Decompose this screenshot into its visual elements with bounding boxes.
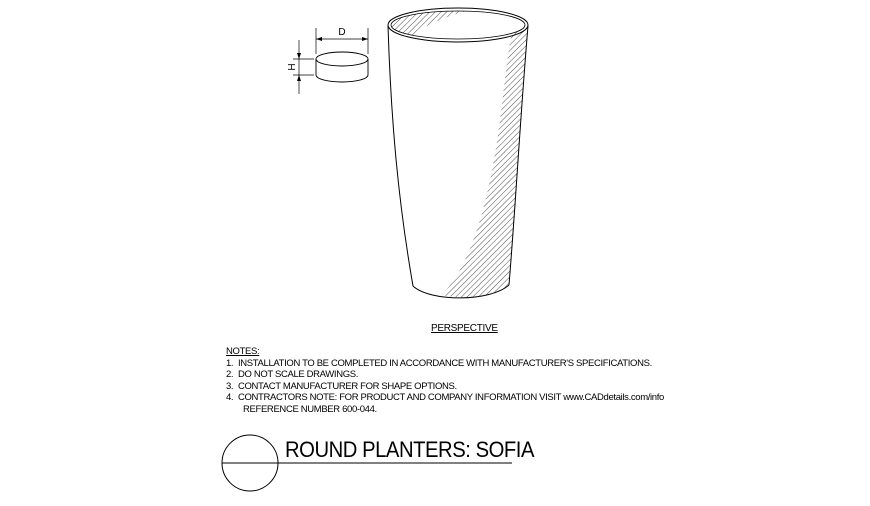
note-number: 4. <box>226 392 234 404</box>
planter-perspective <box>388 8 528 298</box>
note-text: CONTACT MANUFACTURER FOR SHAPE OPTIONS. <box>238 380 457 392</box>
note-number: 3. <box>226 380 234 392</box>
note-number: 2. <box>226 369 234 381</box>
note-item <box>226 392 664 404</box>
note-number: 1. <box>226 357 234 369</box>
note-text: INSTALLATION TO BE COMPLETED IN ACCORDANCE WITH MANUFACTURER'S SPECIFICATIONS. <box>238 357 652 369</box>
perspective-label: PERSPECTIVE <box>431 323 498 334</box>
note-text: DO NOT SCALE DRAWINGS. <box>238 369 359 381</box>
note-continuation: REFERENCE NUMBER 600-044. <box>243 403 377 415</box>
dim-d-label: D <box>338 27 346 38</box>
note-item <box>226 369 664 381</box>
note-text: CONTRACTORS NOTE: FOR PRODUCT AND COMPANY INFORMATION VISIT www.CADdetails.com/info <box>238 392 664 404</box>
dim-h-label: H <box>287 63 298 71</box>
dimension-sketch <box>293 28 368 94</box>
note-item <box>226 358 664 370</box>
notes-heading: NOTES: <box>226 346 260 357</box>
drawing-title: ROUND PLANTERS: SOFIA <box>285 437 535 462</box>
notes-block <box>226 346 664 416</box>
note-item <box>226 381 664 393</box>
